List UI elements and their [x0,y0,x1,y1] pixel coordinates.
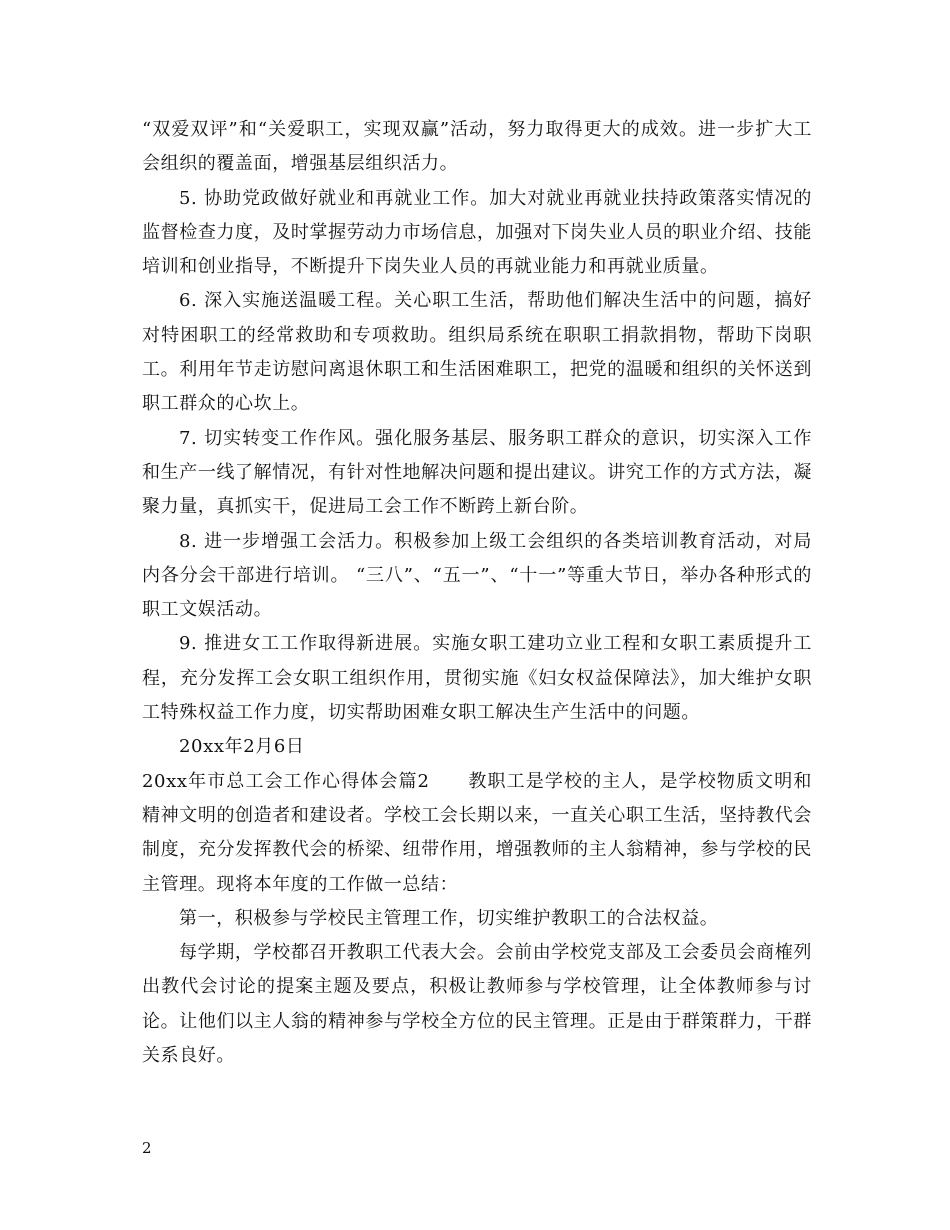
paragraph-1: “双爱双评”和“关爱职工，实现双赢”活动，努力取得更大的成效。进一步扩大工会组织的覆盖面，增强基层组织活力。 [142,119,812,175]
paragraph-2: 5. 协助党政做好就业和再就业工作。加大对就业再就业扶持政策落实情况的监督检查力度，及时掌握劳动力市场信息，加强对下岗失业人员的职业介绍、技能培训和创业指导，不断提升下岗失业人员的再就业能力和再就业质量。 [142,187,812,278]
date-line: 20xx年2月6日 [179,736,305,758]
paragraph-6: 9. 推进女工工作取得新进展。实施女职工建功立业工程和女职工素质提升工程，充分发挥工会女职工组织作用，贯彻实施《妇女权益保障法》，加大维护女职工特殊权益工作力度，切实帮助困难女职工解决生产生活中的问题。 [142,633,812,724]
paragraph-3: 6. 深入实施送温暖工程。关心职工生活，帮助他们解决生活中的问题，搞好对特困职工的经常救助和专项救助。组织局系统在职职工捐款捐物，帮助下岗职工。利用年节走访慰问离退休职工和生活困难职工，把党的温暖和组织的关怀送到职工群众的心坎上。 [142,290,812,415]
page-number: 2 [142,1139,152,1157]
paragraph-5: 8. 进一步增强工会活力。积极参加上级工会组织的各类培训教育活动，对局内各分会干部进行培训。 “三八”、“五一”、“十一”等重大节日，举办各种形式的职工文娱活动。 [142,530,812,621]
paragraph-9: 第一，积极参与学校民主管理工作，切实维护教职工的合法权益。 [179,907,719,929]
paragraph-4: 7. 切实转变工作作风。强化服务基层、服务职工群众的意识，切实深入工作和生产一线了解情况，有针对性地解决问题和提出建议。讲究工作的方式方法，凝聚力量，真抓实干，促进局工会工作不断跨上新台阶。 [142,427,812,518]
paragraph-10: 每学期，学校都召开教职工代表大会。会前由学校党支部及工会委员会商榷列出教代会讨论的提案主题及要点，积极让教师参与学校管理，让全体教师参与讨论。让他们以主人翁的精神参与学校全方位的民主管理。正是由于群策群力，干群关系良好。 [142,942,812,1067]
document-body [142,113,812,1073]
paragraph-section-2: 20xx年市总工会工作心得体会篇2 教职工是学校的主人，是学校物质文明和精神文明的创造者和建设者。学校工会长期以来，一直关心职工生活，坚持教代会制度，充分发挥教代会的桥梁、纽带作用，增强教师的主人翁精神，参与学校的民主管理。现将本年度的工作做一总结： [142,770,812,895]
